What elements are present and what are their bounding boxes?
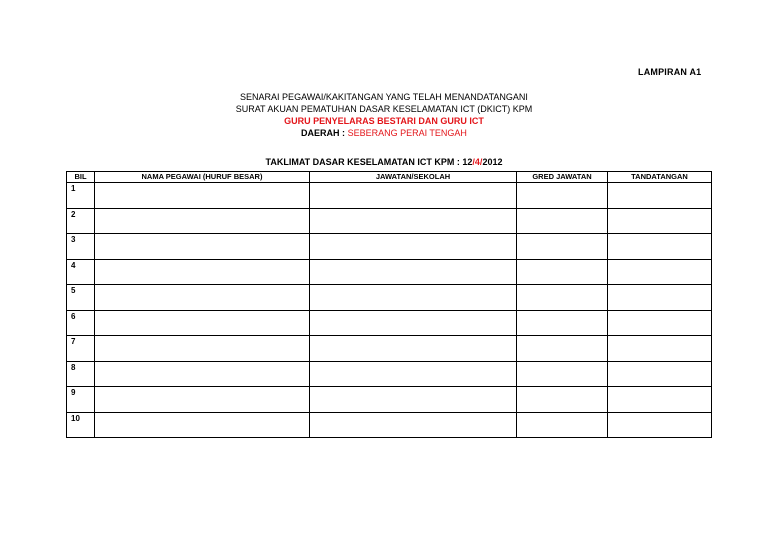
tandatangan-cell[interactable] xyxy=(608,361,712,387)
nama-cell[interactable] xyxy=(95,259,310,285)
gred-cell[interactable] xyxy=(517,208,608,234)
jawatan-cell[interactable] xyxy=(310,183,517,209)
row-number: 8 xyxy=(67,361,95,387)
nama-cell[interactable] xyxy=(95,387,310,413)
gred-cell[interactable] xyxy=(517,336,608,362)
row-number: 2 xyxy=(67,208,95,234)
gred-cell[interactable] xyxy=(517,259,608,285)
column-header-nama: NAMA PEGAWAI (HURUF BESAR) xyxy=(95,172,310,183)
nama-cell[interactable] xyxy=(95,361,310,387)
tandatangan-cell[interactable] xyxy=(608,259,712,285)
gred-cell[interactable] xyxy=(517,183,608,209)
nama-cell[interactable] xyxy=(95,412,310,438)
column-header-tandatangan: TANDATANGAN xyxy=(608,172,712,183)
column-header-jawatan: JAWATAN/SEKOLAH xyxy=(310,172,517,183)
taklimat-day: 12 xyxy=(462,157,473,167)
nama-cell[interactable] xyxy=(95,208,310,234)
jawatan-cell[interactable] xyxy=(310,285,517,311)
jawatan-cell[interactable] xyxy=(310,336,517,362)
lampiran-label: LAMPIRAN A1 xyxy=(638,67,702,77)
taklimat-slash-2: / xyxy=(479,157,483,167)
daerah-label: DAERAH : xyxy=(301,128,346,138)
jawatan-cell[interactable] xyxy=(310,387,517,413)
taklimat-month: 4 xyxy=(474,157,480,167)
row-number: 3 xyxy=(67,234,95,260)
jawatan-cell[interactable] xyxy=(310,310,517,336)
jawatan-cell[interactable] xyxy=(310,208,517,234)
table-row xyxy=(67,234,712,260)
row-number: 1 xyxy=(67,183,95,209)
nama-cell[interactable] xyxy=(95,285,310,311)
table-row xyxy=(67,183,712,209)
tandatangan-cell[interactable] xyxy=(608,208,712,234)
gred-cell[interactable] xyxy=(517,234,608,260)
nama-cell[interactable] xyxy=(95,310,310,336)
signature-table xyxy=(66,171,712,438)
tandatangan-cell[interactable] xyxy=(608,310,712,336)
jawatan-cell[interactable] xyxy=(310,234,517,260)
tandatangan-cell[interactable] xyxy=(608,285,712,311)
jawatan-cell[interactable] xyxy=(310,361,517,387)
taklimat-label: TAKLIMAT DASAR KESELAMATAN ICT KPM : xyxy=(265,157,460,167)
daerah-value: SEBERANG PERAI TENGAH xyxy=(347,128,467,138)
daerah-line xyxy=(0,127,768,139)
column-header-bil: BIL xyxy=(67,172,95,183)
table-row xyxy=(67,387,712,413)
table-row xyxy=(67,361,712,387)
tandatangan-cell[interactable] xyxy=(608,183,712,209)
column-header-gred: GRED JAWATAN xyxy=(517,172,608,183)
jawatan-cell[interactable] xyxy=(310,412,517,438)
gred-cell[interactable] xyxy=(517,310,608,336)
nama-cell[interactable] xyxy=(95,336,310,362)
row-number: 6 xyxy=(67,310,95,336)
table-row xyxy=(67,259,712,285)
table-row xyxy=(67,310,712,336)
tandatangan-cell[interactable] xyxy=(608,387,712,413)
tandatangan-cell[interactable] xyxy=(608,412,712,438)
header-line-2: SURAT AKUAN PEMATUHAN DASAR KESELAMATAN ICT (DKICT) KPM xyxy=(235,104,533,114)
table-row xyxy=(67,336,712,362)
header-line-3: GURU PENYELARAS BESTARI DAN GURU ICT xyxy=(284,116,484,126)
header-line-1: SENARAI PEGAWAI/KAKITANGAN YANG TELAH MENANDATANGANI xyxy=(240,92,528,102)
nama-cell[interactable] xyxy=(95,183,310,209)
gred-cell[interactable] xyxy=(517,387,608,413)
gred-cell[interactable] xyxy=(517,285,608,311)
row-number: 9 xyxy=(67,387,95,413)
jawatan-cell[interactable] xyxy=(310,259,517,285)
row-number: 10 xyxy=(67,412,95,438)
taklimat-title xyxy=(0,157,768,167)
table-row xyxy=(67,285,712,311)
table-header-row xyxy=(67,172,712,183)
row-number: 4 xyxy=(67,259,95,285)
gred-cell[interactable] xyxy=(517,412,608,438)
row-number: 5 xyxy=(67,285,95,311)
tandatangan-cell[interactable] xyxy=(608,234,712,260)
gred-cell[interactable] xyxy=(517,361,608,387)
table-row xyxy=(67,208,712,234)
nama-cell[interactable] xyxy=(95,234,310,260)
tandatangan-cell[interactable] xyxy=(608,336,712,362)
row-number: 7 xyxy=(67,336,95,362)
document-header xyxy=(0,91,768,139)
table-row xyxy=(67,412,712,438)
taklimat-year: 2012 xyxy=(482,157,503,167)
taklimat-slash-1: / xyxy=(472,157,475,167)
